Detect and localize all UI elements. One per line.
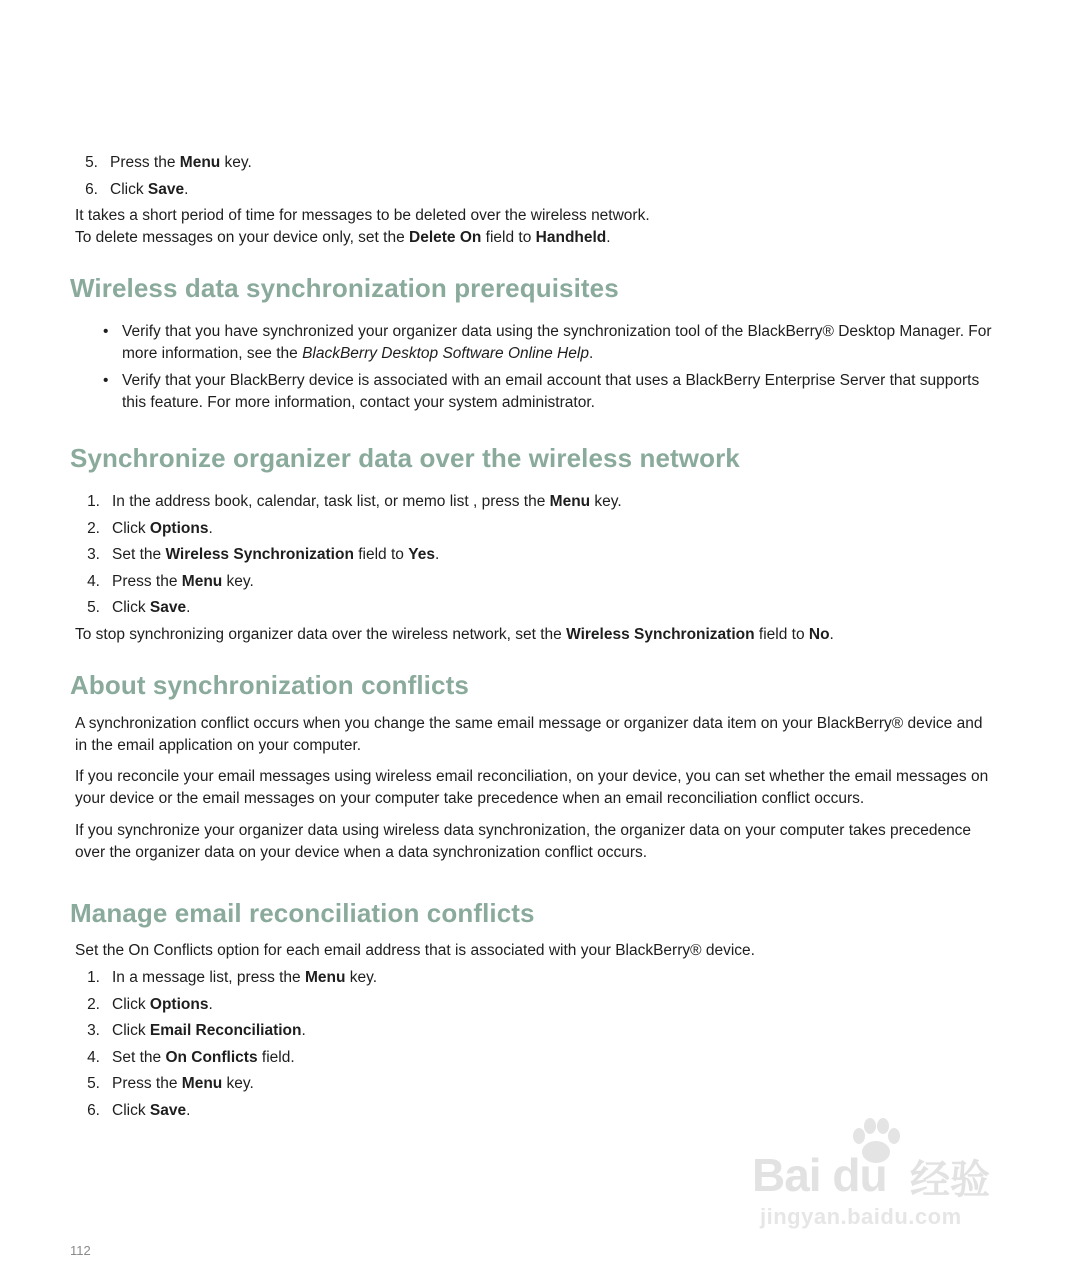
bullet-text: Verify that your BlackBerry device is associated with an email account that uses a BlackBerry Enterprise Server that supports this feature. For more information, contact your system administrator.	[122, 372, 980, 411]
step-number: 3.	[87, 546, 100, 564]
step-text: field.	[257, 1048, 295, 1066]
step-number: 6.	[85, 180, 98, 198]
list-item	[0, 1098, 377, 1125]
list-item	[0, 569, 622, 596]
top-step-list	[0, 150, 252, 203]
list-item	[0, 1045, 377, 1072]
paragraph-text: To stop synchronizing organizer data over the wireless network, set the	[75, 626, 567, 643]
watermark-logo-text: Bai du	[752, 1149, 887, 1201]
list-item	[0, 370, 996, 414]
paragraph-bold: Handheld	[535, 229, 607, 246]
step-text: Click	[112, 1022, 150, 1040]
list-item	[0, 542, 622, 569]
bullet-text: Verify that you have synchronized your organizer data using the synchronization tool of the BlackBerry® Desktop Manager. For more information, see the	[122, 323, 992, 362]
step-bold: Options	[149, 519, 209, 537]
step-bold: Save	[149, 1101, 187, 1119]
step-number: 4.	[87, 572, 100, 590]
paragraph: If you synchronize your organizer data using wireless data synchronization, the organizer data on your computer takes precedence over the organizer data on your device when a data synchronization conflict occurs.	[75, 822, 972, 861]
step-text: .	[208, 995, 213, 1013]
step-bold: Menu	[181, 1075, 223, 1093]
paragraph-text: .	[829, 626, 834, 643]
list-item	[0, 150, 252, 177]
step-bold: Menu	[304, 969, 346, 986]
step-bold: Save	[147, 180, 185, 198]
paragraph-text: To delete messages on your device only, set the	[75, 229, 410, 246]
step-bold: Yes	[408, 546, 435, 564]
step-number: 5.	[85, 154, 98, 171]
paragraph	[75, 205, 996, 227]
bullet-icon: •	[103, 323, 109, 340]
list-item	[0, 1018, 377, 1045]
step-text: key.	[345, 969, 378, 986]
list-item	[0, 595, 622, 622]
step-text: field to	[353, 546, 409, 564]
list-item	[0, 965, 377, 992]
section-heading: Synchronize organizer data over the wireless network	[70, 443, 740, 473]
list-item	[0, 489, 622, 516]
paragraph: A synchronization conflict occurs when you change the same email message or organizer data item on your BlackBerry® device and in the email application on your computer.	[75, 715, 983, 754]
step-number: 1.	[87, 969, 100, 986]
step-text: key.	[222, 572, 254, 590]
paragraph-text: field to	[481, 229, 536, 246]
paragraph-text: .	[606, 229, 611, 246]
step-bold: Menu	[179, 154, 221, 171]
step-text: Click	[112, 599, 150, 617]
paragraph-text: field to	[754, 626, 809, 643]
step-number: 6.	[87, 1101, 100, 1119]
step-text: Click	[112, 1101, 150, 1119]
step-text: Press the	[110, 154, 180, 171]
paragraph-bold: No	[808, 626, 830, 643]
bullet-text: .	[588, 345, 594, 362]
section-heading: Manage email reconciliation conflicts	[70, 898, 535, 928]
watermark-cn-text: 经验	[910, 1158, 990, 1202]
watermark-url: jingyan.baidu.com	[760, 1204, 962, 1229]
step-text: Click	[110, 180, 148, 198]
step-text: Click	[112, 519, 150, 537]
list-item	[0, 992, 377, 1019]
step-number: 2.	[87, 995, 100, 1013]
baidu-watermark	[752, 1118, 1008, 1242]
bullet-icon: •	[103, 372, 109, 389]
step-list	[0, 965, 377, 1125]
step-bold: Save	[149, 599, 187, 617]
step-text: .	[186, 599, 191, 617]
paragraph	[75, 624, 996, 646]
step-list	[0, 489, 622, 622]
list-item	[0, 1071, 377, 1098]
section-heading: About synchronization conflicts	[70, 670, 469, 700]
step-number: 2.	[87, 519, 100, 537]
step-number: 5.	[87, 599, 100, 617]
bullet-italic: BlackBerry Desktop Software Online Help	[302, 345, 589, 362]
section-heading: Wireless data synchronization prerequisites	[70, 273, 619, 303]
step-text: key.	[590, 493, 622, 510]
step-text: .	[184, 180, 189, 198]
list-item	[0, 321, 996, 365]
list-item	[0, 177, 252, 204]
step-text: .	[208, 519, 213, 537]
paragraph-bold: Delete On	[409, 229, 482, 246]
step-text: Press the	[112, 1075, 182, 1093]
step-bold: Menu	[181, 572, 223, 590]
step-bold: Menu	[549, 493, 591, 510]
step-number: 3.	[87, 1022, 100, 1040]
step-text: In a message list, press the	[112, 969, 305, 986]
paragraph-bold: Wireless Synchronization	[566, 626, 755, 643]
step-bold: On Conflicts	[165, 1048, 258, 1066]
list-item	[0, 516, 622, 543]
step-text: Press the	[112, 572, 182, 590]
step-text: key.	[220, 154, 252, 171]
step-text: Click	[112, 995, 150, 1013]
step-bold: Wireless Synchronization	[165, 546, 354, 564]
step-bold: Email Reconciliation	[149, 1022, 302, 1040]
step-text: .	[186, 1101, 191, 1119]
step-text: Set the	[112, 1048, 166, 1066]
step-text: key.	[222, 1075, 254, 1093]
step-bold: Options	[149, 995, 209, 1013]
step-text: In the address book, calendar, task list, or memo list , press the	[112, 493, 550, 510]
paragraph: If you reconcile your email messages using wireless email reconciliation, on your device, you can set whether the email messages on your device or the email messages on your computer take precedence when an email reconciliation conflict occurs.	[75, 768, 989, 807]
paragraph-text: It takes a short period of time for messages to be deleted over the wireless network.	[75, 207, 650, 224]
page-number: 112	[70, 1243, 91, 1258]
step-text: .	[434, 546, 440, 564]
step-number: 5.	[87, 1075, 100, 1093]
step-number: 1.	[87, 493, 100, 510]
paragraph	[75, 227, 996, 249]
step-number: 4.	[87, 1048, 100, 1066]
paragraph: Set the On Conflicts option for each email address that is associated with your BlackBerry® device.	[75, 942, 755, 959]
bullet-list	[0, 321, 996, 419]
step-text: Set the	[112, 546, 166, 564]
step-text: .	[301, 1022, 306, 1040]
